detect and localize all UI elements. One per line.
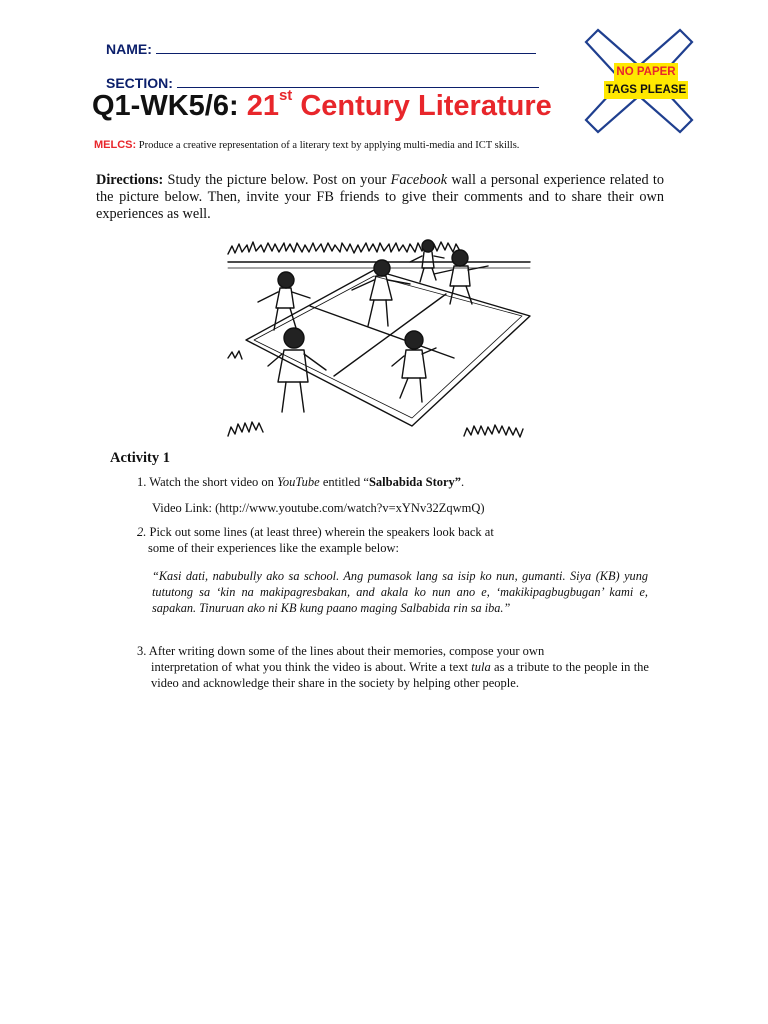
activity-item-3 [137,643,649,691]
melcs-label: MELCS: [94,139,137,151]
directions-facebook: Facebook [390,172,448,188]
item2-line-2: some of their experiences like the example below: [148,541,399,555]
item3-text-b: interpretation of what you think the video is about. Write a text [151,660,472,674]
item3-body [137,659,649,691]
melcs-text: Produce a creative representation of a literary text by applying multi-media and ICT skills. [136,140,520,151]
stamp-text [602,63,690,99]
item1-text-b: entitled “ [319,475,369,489]
item1-youtube: YouTube [277,475,320,489]
activity-item-2 [137,524,657,556]
item2-line-1: Pick out some lines (at least three) wherein the speakers look back at [146,525,494,539]
section-field[interactable] [106,74,539,91]
title-number: 21 [246,90,279,122]
example-quote: “Kasi dati, nabubully ako sa school. Ang pumasok lang sa isip ko nun, gumanti. Siya (KB) yung tututong sa ‘kin na makipagresbakan, and akala ko nun ano e, ‘makikipagbugbugan’ kami e, sapakan. Tinuruan ako ni KB kung paano maging Salbabida rin sa iba.” [152,569,648,615]
activity-heading: Activity 1 [110,450,170,466]
title-subject: Century Literature [292,90,552,122]
item3-text-c: as a tribute to the people in the video and acknowledge their share in the society by helping other people. [151,660,649,690]
directions-text-a: Study the picture below. Post on your [163,172,391,188]
item1-text-c: . [461,475,465,489]
section-blank-line[interactable] [177,74,539,88]
directions-paragraph [96,172,664,223]
title-code: Q1-WK5/6: [92,90,247,122]
activity-item-1 [137,474,464,490]
title-superscript: st [278,87,293,105]
name-label: NAME: [106,41,152,57]
item3-line-a: 3. After writing down some of the lines about their memories, compose your own [137,644,545,658]
item1-text-a: 1. Watch the short video on [137,475,278,489]
section-label: SECTION: [106,75,173,91]
directions-label: Directions: [96,172,164,188]
item1-video-title: Salbabida Story” [368,475,462,489]
name-field[interactable] [106,40,536,57]
children-playing-illustration [224,228,534,438]
stamp-line-2: TAGS PLEASE [604,81,688,99]
video-link[interactable]: Video Link: (http://www.youtube.com/watch?v=xYNv32ZqwmQ) [152,501,485,515]
melcs-line [94,139,519,151]
directions-text-b: wall a personal experience related to the picture below. Then, invite your FB friends to give their comments and to share their own experiences as well. [96,172,664,222]
page-title [92,87,552,123]
name-blank-line[interactable] [156,40,536,54]
stamp-line-1: NO PAPER [614,63,677,81]
item3-tula: tula [471,660,491,674]
item2-number: 2. [137,525,147,539]
